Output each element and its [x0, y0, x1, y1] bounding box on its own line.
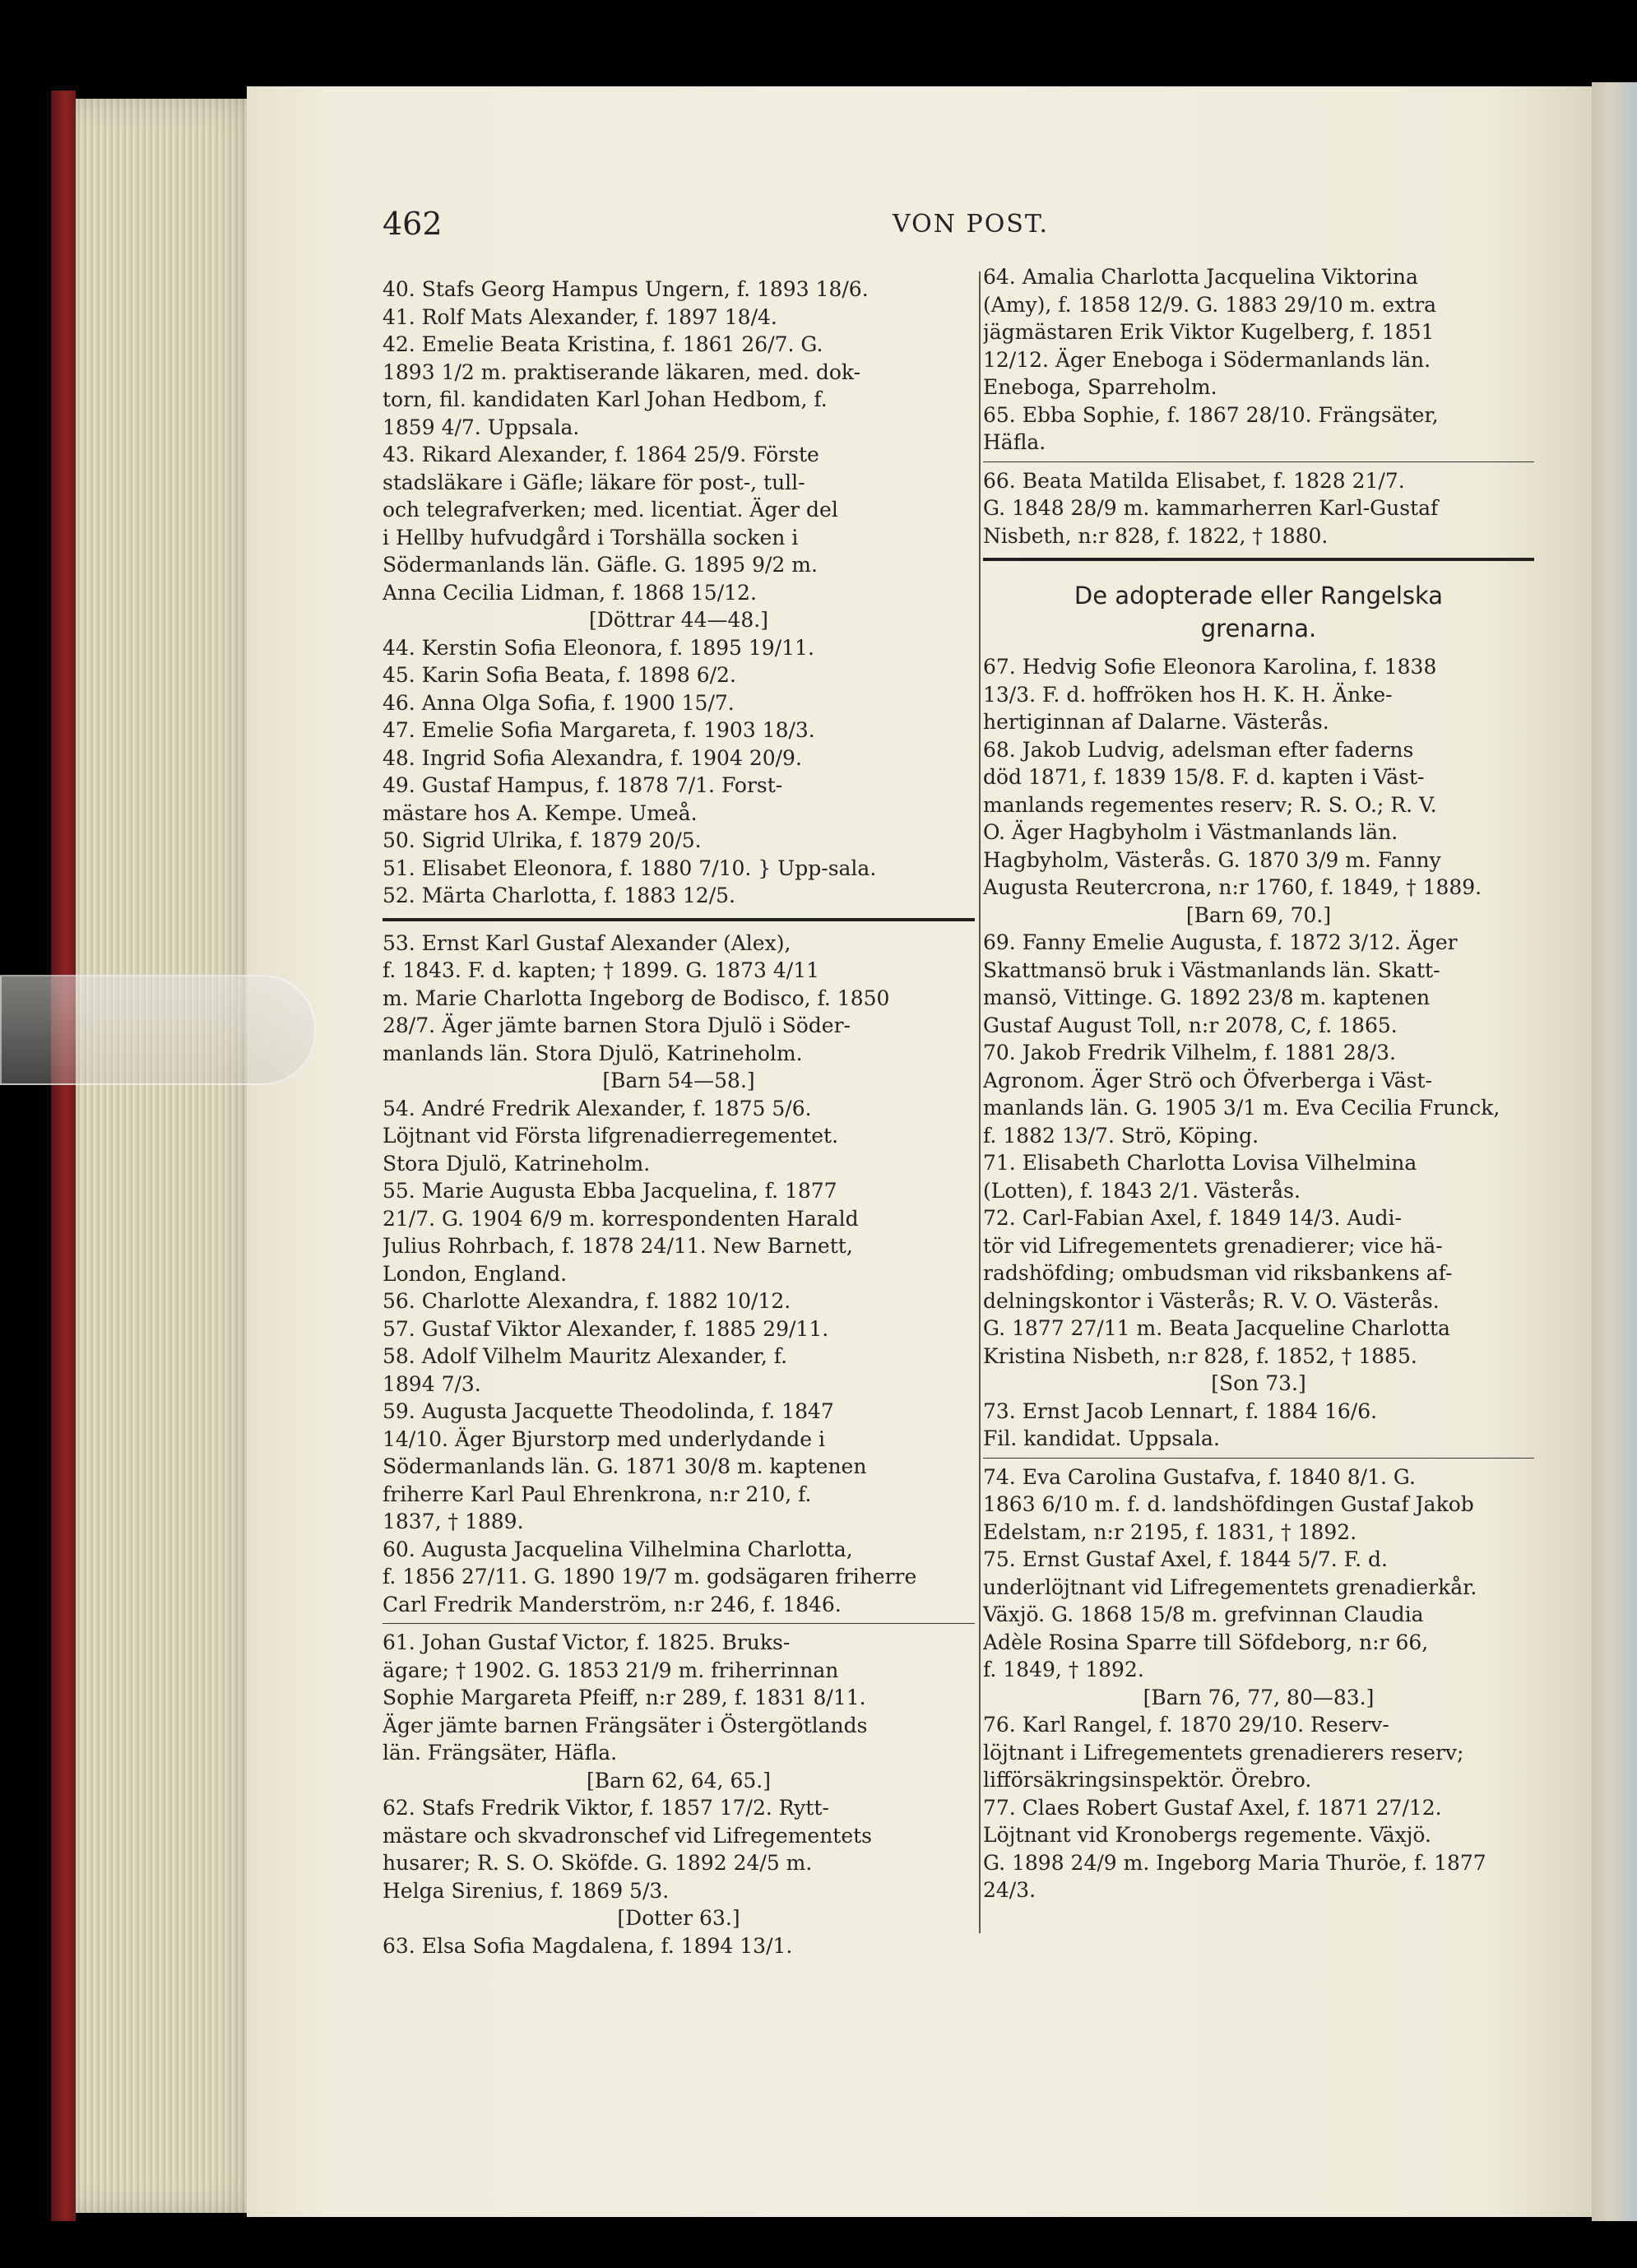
- entry-line: 1863 6/10 m. f. d. landshöfdingen Gustaf Jakob: [983, 1492, 1474, 1516]
- entry-line: G. 1898 24/9 m. Ingeborg Maria Thuröe, f. 1877: [983, 1850, 1486, 1875]
- left-column: [383, 276, 975, 1960]
- entry-line: London, England.: [383, 1261, 568, 1286]
- entry-line: 65. Ebba Sophie, f. 1867 28/10. Frängsäter,: [983, 402, 1439, 427]
- entry-line: Kristina Nisbeth, n:r 828, f. 1852, † 1885.: [983, 1343, 1417, 1368]
- entry-line: delningskontor i Västerås; R. V. O. Västerås.: [983, 1288, 1440, 1313]
- entry-rule: [983, 1458, 1534, 1459]
- entry-line: husarer; R. S. O. Sköfde. G. 1892 24/5 m.: [383, 1851, 813, 1875]
- entry-line: lifförsäkringsinspektör. Örebro.: [983, 1768, 1312, 1792]
- entry-line: ägare; † 1902. G. 1853 21/9 m. friherrinnan: [383, 1658, 839, 1682]
- section-rule: [983, 558, 1534, 561]
- entry-line: 24/3.: [983, 1878, 1036, 1902]
- entry-line: 48. Ingrid Sofia Alexandra, f. 1904 20/9.: [383, 745, 802, 770]
- entry-line: 56. Charlotte Alexandra, f. 1882 10/12.: [383, 1289, 791, 1313]
- entry-line: 1893 1/2 m. praktiserande läkaren, med. dok-: [383, 359, 861, 384]
- section-heading-line: De adopterade eller Rangelska: [1074, 582, 1444, 610]
- entry-line: 47. Emelie Sofia Margareta, f. 1903 18/3.: [383, 718, 815, 742]
- entry-rule: [383, 1623, 975, 1624]
- entry-line: Häfla.: [983, 430, 1046, 454]
- entry-line: hertiginnan af Dalarne. Västerås.: [983, 710, 1329, 734]
- entry-line: Anna Cecilia Lidman, f. 1868 15/12.: [383, 580, 757, 605]
- entry-line: tör vid Lifregementets grenadierer; vice hä-: [983, 1233, 1443, 1258]
- entry-line: 50. Sigrid Ulrika, f. 1879 20/5.: [383, 828, 702, 852]
- entry-line: i Hellby hufvudgård i Torshälla socken i: [383, 525, 799, 550]
- entry-line: Fil. kandidat. Uppsala.: [983, 1426, 1220, 1450]
- book-cover-edge: [51, 90, 76, 2221]
- section-heading-line: grenarna.: [1200, 615, 1317, 642]
- entry-line: 68. Jakob Ludvig, adelsman efter faderns: [983, 737, 1414, 762]
- running-title: VON POST.: [893, 210, 1049, 239]
- entry-line: 73. Ernst Jacob Lennart, f. 1884 16/6.: [983, 1398, 1378, 1423]
- entry-line: 67. Hedvig Sofie Eleonora Karolina, f. 1838: [983, 655, 1437, 679]
- children-range: [Barn 76, 77, 80—83.]: [1143, 1685, 1375, 1709]
- entry-line: Helga Sirenius, f. 1869 5/3.: [383, 1878, 670, 1903]
- entry-line: och telegrafverken; med. licentiat. Äger del: [383, 498, 838, 522]
- entry-line: torn, fil. kandidaten Karl Johan Hedbom, f.: [383, 387, 828, 411]
- entry-line: manlands län. G. 1905 3/1 m. Eva Cecilia Frunck,: [983, 1096, 1500, 1120]
- entry-line: 14/10. Äger Bjurstorp med underlydande i: [383, 1426, 825, 1451]
- facing-page-edge: [1592, 82, 1637, 2221]
- entry-line: 62. Stafs Fredrik Viktor, f. 1857 17/2. Rytt-: [383, 1796, 829, 1820]
- entry-line: f. 1856 27/11. G. 1890 19/7 m. godsägaren friherre: [383, 1565, 917, 1589]
- entry-line: 53. Ernst Karl Gustaf Alexander (Alex),: [383, 930, 791, 955]
- entry-line: 58. Adolf Vilhelm Mauritz Alexander, f.: [383, 1344, 788, 1368]
- entry-line: Löjtnant vid Första lifgrenadierregementet.: [383, 1124, 839, 1148]
- entry-line: Adèle Rosina Sparre till Söfdeborg, n:r 66,: [983, 1630, 1429, 1654]
- entry-line: Agronom. Äger Strö och Öfverberga i Väst-: [983, 1068, 1432, 1092]
- entry-line: 63. Elsa Sofia Magdalena, f. 1894 13/1.: [383, 1933, 793, 1958]
- entry-line: 75. Ernst Gustaf Axel, f. 1844 5/7. F. d.: [983, 1547, 1388, 1571]
- entry-line: län. Frängsäter, Häfla.: [383, 1741, 618, 1765]
- entry-line: f. 1882 13/7. Strö, Köping.: [983, 1123, 1259, 1148]
- entry-line: Skattmansö bruk i Västmanlands län. Skatt-: [983, 958, 1440, 982]
- entry-line: Nisbeth, n:r 828, f. 1822, † 1880.: [983, 523, 1329, 548]
- entry-line: manlands regementes reserv; R. S. O.; R. V.: [983, 792, 1437, 817]
- entry-line: 1837, † 1889.: [383, 1510, 524, 1533]
- entry-line: f. 1843. F. d. kapten; † 1899. G. 1873 4/11: [383, 958, 820, 982]
- entry-line: 1859 4/7. Uppsala.: [383, 415, 580, 439]
- entry-line: 59. Augusta Jacquette Theodolinda, f. 1847: [383, 1399, 834, 1423]
- entry-line: Löjtnant vid Kronobergs regemente. Växjö.: [983, 1823, 1431, 1847]
- entry-line: O. Äger Hagbyholm i Västmanlands län.: [983, 820, 1398, 844]
- children-range: [Barn 69, 70.]: [1185, 902, 1332, 927]
- entry-line: 43. Rikard Alexander, f. 1864 25/9. Förste: [383, 443, 819, 466]
- entry-line: (Lotten), f. 1843 2/1. Västerås.: [983, 1178, 1301, 1203]
- entry-line: (Amy), f. 1858 12/9. G. 1883 29/10 m. extra: [983, 292, 1437, 317]
- children-range: [Son 73.]: [1211, 1371, 1306, 1395]
- entry-line: m. Marie Charlotta Ingeborg de Bodisco, f. 1850: [383, 986, 890, 1010]
- entry-line: löjtnant i Lifregementets grenadierers reserv;: [983, 1740, 1464, 1765]
- section-heading: [983, 579, 1534, 645]
- entry-line: 44. Kerstin Sofia Eleonora, f. 1895 19/11.: [383, 635, 814, 660]
- entry-line: 40. Stafs Georg Hampus Ungern, f. 1893 18/6.: [383, 277, 869, 301]
- entry-line: 77. Claes Robert Gustaf Axel, f. 1871 27/12.: [983, 1795, 1442, 1820]
- entry-line: 72. Carl-Fabian Axel, f. 1849 14/3. Audi-: [983, 1206, 1402, 1230]
- entry-line: 60. Augusta Jacquelina Vilhelmina Charlotta,: [383, 1537, 853, 1561]
- entry-line: 55. Marie Augusta Ebba Jacquelina, f. 1877: [383, 1179, 837, 1203]
- entry-rule: [983, 461, 1534, 462]
- entry-line: död 1871, f. 1839 15/8. F. d. kapten i Väst-: [983, 765, 1425, 789]
- entry-line: 54. André Fredrik Alexander, f. 1875 5/6.: [383, 1096, 812, 1120]
- children-range: [Dotter 63.]: [617, 1906, 740, 1930]
- entry-line: friherre Karl Paul Ehrenkrona, n:r 210, f.: [383, 1482, 812, 1506]
- entry-line: 66. Beata Matilda Elisabet, f. 1828 21/7.: [983, 468, 1405, 493]
- entry-line: 51. Elisabet Eleonora, f. 1880 7/10. } Upp-sala.: [383, 856, 877, 880]
- entry-line: 69. Fanny Emelie Augusta, f. 1872 3/12. Äger: [983, 930, 1458, 954]
- entry-line: mästare hos A. Kempe. Umeå.: [383, 800, 698, 825]
- column-divider: [979, 271, 981, 1933]
- entry-line: G. 1877 27/11 m. Beata Jacqueline Charlotta: [983, 1316, 1450, 1340]
- entry-line: 41. Rolf Mats Alexander, f. 1897 18/4.: [383, 304, 777, 329]
- entry-line: stadsläkare i Gäfle; läkare för post-, tull-: [383, 470, 805, 494]
- entry-line: 45. Karin Sofia Beata, f. 1898 6/2.: [383, 663, 736, 687]
- children-range: [Döttrar 44—48.]: [588, 608, 769, 632]
- bookmark-clip: [0, 975, 316, 1085]
- entry-line: 71. Elisabeth Charlotta Lovisa Vilhelmina: [983, 1151, 1417, 1175]
- entry-line: Hagbyholm, Västerås. G. 1870 3/9 m. Fanny: [983, 847, 1441, 872]
- page-stack-edges: [76, 99, 265, 2213]
- entry-line: Södermanlands län. Gäfle. G. 1895 9/2 m.: [383, 553, 818, 577]
- entry-line: 64. Amalia Charlotta Jacquelina Viktorina: [983, 265, 1418, 289]
- entry-line: mästare och skvadronschef vid Lifregementets: [383, 1823, 873, 1848]
- entry-line: radshöfding; ombudsman vid riksbankens af-: [983, 1261, 1453, 1285]
- children-range: [Barn 54—58.]: [602, 1069, 755, 1092]
- entry-line: Stora Djulö, Katrineholm.: [383, 1151, 651, 1176]
- entry-line: manlands län. Stora Djulö, Katrineholm.: [383, 1041, 803, 1065]
- right-column: [983, 263, 1534, 1904]
- entry-line: 52. Märta Charlotta, f. 1883 12/5.: [383, 884, 735, 907]
- entry-line: f. 1849, † 1892.: [983, 1658, 1144, 1681]
- entry-line: G. 1848 28/9 m. kammarherren Karl-Gustaf: [983, 496, 1439, 520]
- section-rule: [383, 918, 975, 921]
- entry-line: jägmästaren Erik Viktor Kugelberg, f. 1851: [983, 320, 1435, 344]
- entry-line: 46. Anna Olga Sofia, f. 1900 15/7.: [383, 690, 735, 715]
- entry-line: 74. Eva Carolina Gustafva, f. 1840 8/1. G.: [983, 1464, 1416, 1489]
- entry-line: 70. Jakob Fredrik Vilhelm, f. 1881 28/3.: [983, 1041, 1396, 1064]
- entry-line: Julius Rohrbach, f. 1878 24/11. New Barnett,: [383, 1234, 853, 1258]
- entry-line: 76. Karl Rangel, f. 1870 29/10. Reserv-: [983, 1713, 1389, 1737]
- entry-line: 61. Johan Gustaf Victor, f. 1825. Bruks-: [383, 1630, 791, 1654]
- entry-line: Gustaf August Toll, n:r 2078, C, f. 1865.: [983, 1013, 1398, 1037]
- entry-line: 21/7. G. 1904 6/9 m. korrespondenten Harald: [383, 1206, 859, 1231]
- entry-line: Växjö. G. 1868 15/8 m. grefvinnan Claudia: [983, 1602, 1424, 1626]
- entry-line: 1894 7/3.: [383, 1371, 481, 1396]
- entry-line: underlöjtnant vid Lifregementets grenadierkår.: [983, 1575, 1477, 1599]
- entry-line: Sophie Margareta Pfeiff, n:r 289, f. 1831 8/11.: [383, 1686, 866, 1709]
- entry-line: Augusta Reutercrona, n:r 1760, f. 1849, † 1889.: [983, 875, 1482, 899]
- entry-line: 42. Emelie Beata Kristina, f. 1861 26/7. G.: [383, 332, 823, 356]
- entry-line: 57. Gustaf Viktor Alexander, f. 1885 29/11.: [383, 1316, 829, 1341]
- entry-line: Äger jämte barnen Frängsäter i Östergötlands: [383, 1713, 868, 1737]
- entry-line: 13/3. F. d. hoffröken hos H. K. H. Änke-: [983, 682, 1393, 707]
- entry-line: mansö, Vittinge. G. 1892 23/8 m. kaptenen: [983, 986, 1431, 1009]
- entry-line: 49. Gustaf Hampus, f. 1878 7/1. Forst-: [383, 773, 783, 797]
- entry-line: Eneboga, Sparreholm.: [983, 375, 1217, 399]
- entry-line: Carl Fredrik Manderström, n:r 246, f. 1846.: [383, 1592, 842, 1616]
- entry-line: Södermanlands län. G. 1871 30/8 m. kaptenen: [383, 1454, 867, 1478]
- entry-line: 12/12. Äger Eneboga i Södermanlands län.: [983, 347, 1431, 372]
- children-range: [Barn 62, 64, 65.]: [587, 1768, 771, 1793]
- entry-line: 28/7. Äger jämte barnen Stora Djulö i Söder-: [383, 1013, 851, 1037]
- entry-line: Edelstam, n:r 2195, f. 1831, † 1892.: [983, 1519, 1357, 1544]
- page-number: 462: [383, 206, 443, 242]
